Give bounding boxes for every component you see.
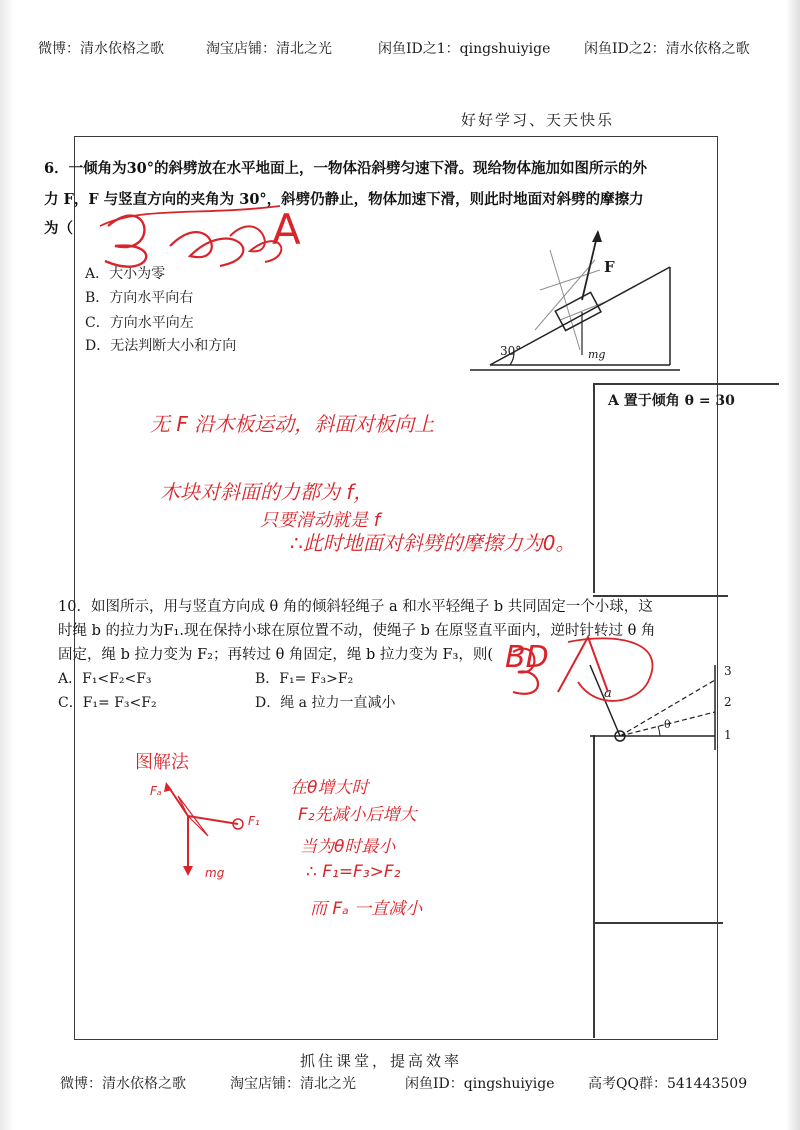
q10-label-f1: F₁ <box>248 814 260 828</box>
q10-label-mg: mg <box>205 866 225 880</box>
footer-weibo: 微博：清水依格之歌 <box>60 1076 186 1092</box>
q6-note-line-4: ∴此时地面对斜劈的摩擦力为0。 <box>290 531 576 555</box>
q10-answer-handwritten: BD <box>505 640 549 675</box>
xianyu-id2-text: 闲鱼ID之2：清水依格之歌 <box>584 41 750 57</box>
q10-label-fa: Fₐ <box>150 784 162 798</box>
q10-note-line-2: F₂先减小后增大 <box>298 805 417 825</box>
q10-note-line-3: 当为θ时最小 <box>300 837 396 857</box>
divider-q6-figure <box>593 383 779 385</box>
bottom-banner <box>0 1073 800 1095</box>
q10-vector-sketch <box>148 776 258 886</box>
q6-option-c: C．方向水平向左 <box>85 315 194 331</box>
divider-q10-right <box>593 735 595 1038</box>
q6-option-a: A．大小为零 <box>85 266 166 282</box>
q6-note-line-1: 无 F 沿木板运动，斜面对板向上 <box>150 412 435 436</box>
q10-position-1: 1 <box>724 728 732 742</box>
q10-note-line-1: 在θ增大时 <box>290 778 369 798</box>
q10-position-3: 3 <box>724 664 732 678</box>
q10-option-d: D．绳 a 拉力一直减小 <box>255 695 396 711</box>
q10-position-2: 2 <box>724 695 732 709</box>
q6-option-d: D．无法判断大小和方向 <box>85 338 237 354</box>
q6-weight-label: mg <box>588 348 606 361</box>
q10-option-b: B．F₁= F₃>F₂ <box>255 671 354 687</box>
q6-option-b: B．方向水平向右 <box>85 290 194 306</box>
q10-note-line-5: 而 Fₐ 一直减小 <box>310 899 423 919</box>
divider-q10-bottom-right <box>593 922 723 924</box>
q10-option-c: C．F₁= F₃<F₂ <box>58 695 157 711</box>
q10-note-line-4: ∴ F₁=F₃>F₂ <box>306 862 401 882</box>
footer-taobao: 淘宝店铺：清北之光 <box>230 1076 356 1092</box>
taobao-text: 淘宝店铺：清北之光 <box>206 41 332 57</box>
q10-option-a: A．F₁<F₂<F₃ <box>58 671 152 687</box>
q10-answer-scribble <box>498 632 698 712</box>
q10-rope-a-label: a <box>604 686 612 701</box>
footer-slogan: 抓住课堂，提高效率 <box>300 1052 463 1070</box>
q6-side-fragment: A 置于倾角 θ = 30 <box>608 393 735 409</box>
q6-sketch-letter: A <box>272 205 301 254</box>
q6-force-label: F <box>604 258 615 276</box>
q10-theta-label: θ <box>664 718 671 731</box>
footer-xianyu: 闲鱼ID：qingshuiyige <box>405 1076 555 1092</box>
q6-line-2: 力 F，F 与竖直方向的夹角为 30°，斜劈仍静止，物体加速下滑，则此时地面对斜劈的摩擦力 <box>44 191 644 208</box>
footer-qq: 高考QQ群：541443509 <box>588 1076 748 1092</box>
q10-line-1: 10．如图所示，用与竖直方向成 θ 角的倾斜轻绳子 a 和水平轻绳子 b 共同固定一个小球，这 <box>58 599 653 615</box>
q10-line-3: 固定，绳 b 拉力变为 F₂；再转过 θ 角固定，绳 b 拉力变为 F₃，则( <box>58 647 494 663</box>
q10-method-label: 图解法 <box>135 752 189 773</box>
q6-force-scribbles <box>520 230 630 360</box>
q10-line-2: 时绳 b 的拉力为F₁.现在保持小球在原位置不动，使绳子 b 在原竖直平面内，逆时针转过 θ 角 <box>58 623 656 639</box>
q6-note-line-2: 木块对斜面的力都为 f， <box>160 480 374 504</box>
top-banner <box>0 38 800 60</box>
q6-angle-label: 30° <box>500 344 522 358</box>
q6-line-1: 6．一倾角为30°的斜劈放在水平地面上，一物体沿斜劈匀速下滑。现给物体施加如图所示的外 <box>44 160 648 177</box>
q6-line-3: 为（ <box>44 220 73 237</box>
divider-q6-right <box>593 383 595 593</box>
q6-note-line-3: 只要滑动就是 f <box>260 510 381 531</box>
motto: 好好学习、天天快乐 <box>461 111 615 129</box>
xianyu-id1-text: 闲鱼ID之1：qingshuiyige <box>378 41 551 57</box>
weibo-text: 微博：清水依格之歌 <box>38 41 164 57</box>
